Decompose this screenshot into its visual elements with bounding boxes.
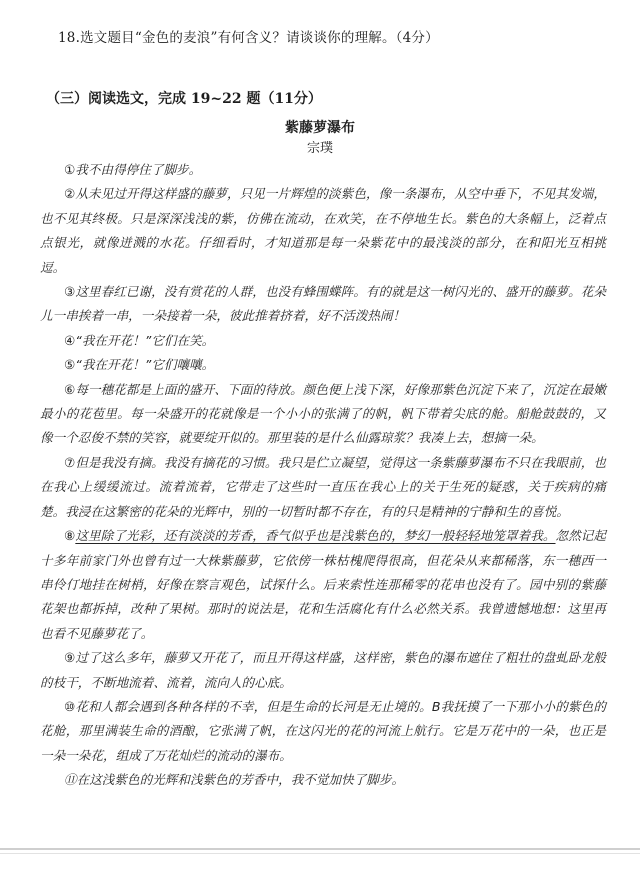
paragraph-7: ⑦但是我没有摘。我没有摘花的习惯。我只是伫立凝望，觉得这一条紫藤萝瀑布不只在我眼前，也在我心上缓缓流过。流着流着，它带走了这些时一直压在我心上的关于生死的疑惑，关于疾病的痛楚。我浸在这繁密的花朵的光辉中，别的一切暂时都不存在，有的只是精神的宁静和生的喜悦。 (40, 454, 606, 519)
paragraph-4: ④“我在开花！”它们在笑。 (64, 332, 215, 348)
paragraph-6: ⑥每一穗花都是上面的盛开、下面的待放。颜色便上浅下深，好像那紫色沉淀下来了，沉淀在最嫩最小的花苞里。每一朵盛开的花就像是一个小小的张满了的帆，帆下带着尖底的舱。船舱鼓鼓的，又像一个忍俊不禁的笑容，就要绽开似的。那里装的是什么仙露琼浆？我凑上去，想摘一朵。 (40, 381, 606, 446)
underlined-sentence: 这里除了光彩，还有淡淡的芳香，香气似乎也是浅紫色的，梦幻一般轻轻地笼罩着我。 (75, 528, 556, 544)
paragraph-3: ③这里春红已谢，没有赏花的人群，也没有蜂围蝶阵。有的就是这一树闪光的、盛开的藤萝。花朵儿一串挨着一串，一朵接着一朵，彼此推着挤着，好不活泼热闹！ (40, 284, 606, 324)
paragraph-9: ⑨过了这么多年，藤萝又开花了，而且开得这样盛，这样密，紫色的瀑布遮住了粗壮的盘虬卧龙般的枝干，不断地流着、流着，流向人的心底。 (40, 650, 606, 690)
paragraph-11: ⑪在这浅紫色的光辉和浅紫色的芳香中，我不觉加快了脚步。 (64, 772, 405, 788)
section-heading: （三）阅读选文，完成 19~22 题（11分） (46, 91, 322, 107)
paragraph-8-number: ⑧ (64, 528, 76, 544)
page-bottom-rule-secondary (0, 853, 640, 854)
paragraph-8-rest: 忽然记起十多年前家门外也曾有过一大株紫藤萝，它依傍一株枯槐爬得很高，但花朵从来都稀落，东一穗西一串伶仃地挂在树梢，好像在察言观色，试探什么。后来索性连那稀零的花串也没有了。园中别的紫藤花架也都拆掉，改种了果树。那时的说法是，花和生活腐化有什么必然关系。我曾遗憾地想：这里再也看不见藤萝花了。 (40, 528, 607, 641)
paragraph-2: ②从未见过开得这样盛的藤萝，只见一片辉煌的淡紫色，像一条瀑布，从空中垂下，不见其发端，也不见其终极。只是深深浅浅的紫，仿佛在流动，在欢笑，在不停地生长。紫色的大条幅上，泛着点点银光，就像迸溅的水花。仔细看时，才知道那是每一朵紫花中的最浅淡的部分，在和阳光互相挑逗。 (40, 186, 606, 275)
page-bottom-rule (0, 848, 640, 850)
article-title: 紫藤萝瀑布 (285, 120, 355, 136)
article-body (40, 158, 606, 793)
question-18: 18.选文题目“金色的麦浪”有何含义？请谈谈你的理解。（4分） (58, 30, 439, 46)
paragraph-8 (40, 524, 606, 646)
article-author: 宗璞 (306, 141, 333, 156)
paragraph-10: ⑩花和人都会遇到各种各样的不幸，但是生命的长河是无止境的。B我抚摸了一下那小小的紫色的花舱，那里满装生命的酒酿，它张满了帆，在这闪光的花的河流上航行。它是万花中的一朵，也正是一朵一朵花，组成了万花灿烂的流动的瀑布。 (40, 698, 606, 763)
paragraph-1: ①我不由得停住了脚步。 (64, 162, 202, 177)
paragraph-5: ⑤“我在开花！”它们嚷嚷。 (64, 357, 215, 373)
